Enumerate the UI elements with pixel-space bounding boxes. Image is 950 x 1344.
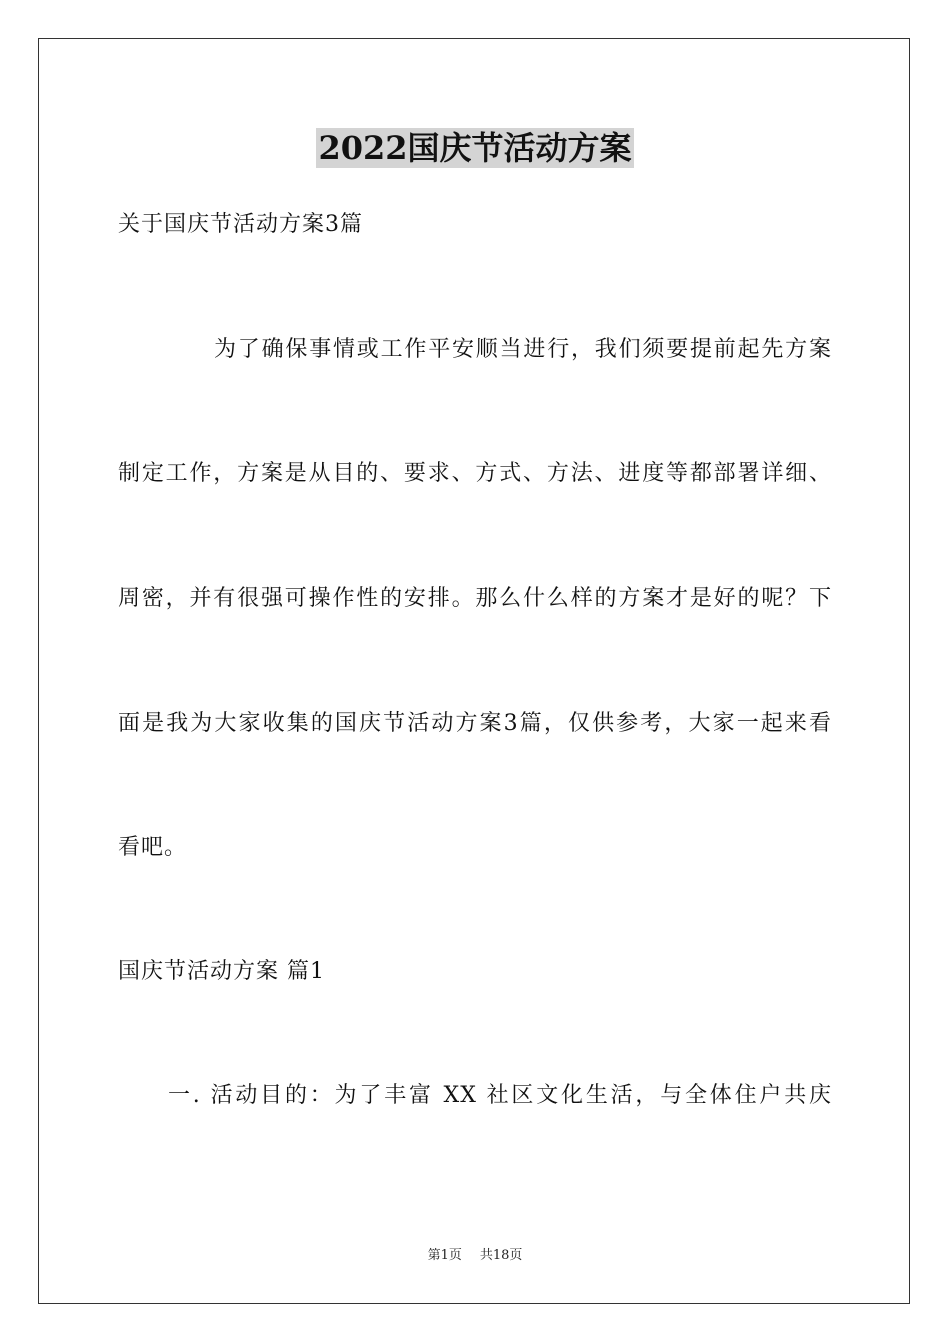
title-container bbox=[0, 128, 950, 168]
intro-line-1: 为了确保事情或工作平安顺当进行，我们须要提前起先方案 bbox=[214, 337, 832, 362]
page-number-current: 第1页 bbox=[427, 1248, 462, 1263]
intro-line-2: 制定工作，方案是从目的、要求、方式、方法、进度等都部署详细、 bbox=[118, 461, 832, 486]
page-footer bbox=[0, 1247, 950, 1265]
page-number-total: 共18页 bbox=[479, 1248, 523, 1263]
section-heading: 国庆节活动方案 篇1 bbox=[118, 959, 325, 984]
intro-line-3: 周密，并有很强可操作性的安排。那么什么样的方案才是好的呢？下 bbox=[118, 586, 832, 611]
intro-line-5: 看吧。 bbox=[118, 835, 188, 860]
document-subtitle: 关于国庆节活动方案3篇 bbox=[118, 212, 363, 237]
intro-line-4: 面是我为大家收集的国庆节活动方案3篇，仅供参考，大家一起来看 bbox=[118, 711, 832, 736]
document-title: 2022国庆节活动方案 bbox=[318, 129, 632, 167]
section-line-1: 一. 活动目的：为了丰富 XX 社区文化生活，与全体住户共庆 bbox=[168, 1083, 832, 1108]
